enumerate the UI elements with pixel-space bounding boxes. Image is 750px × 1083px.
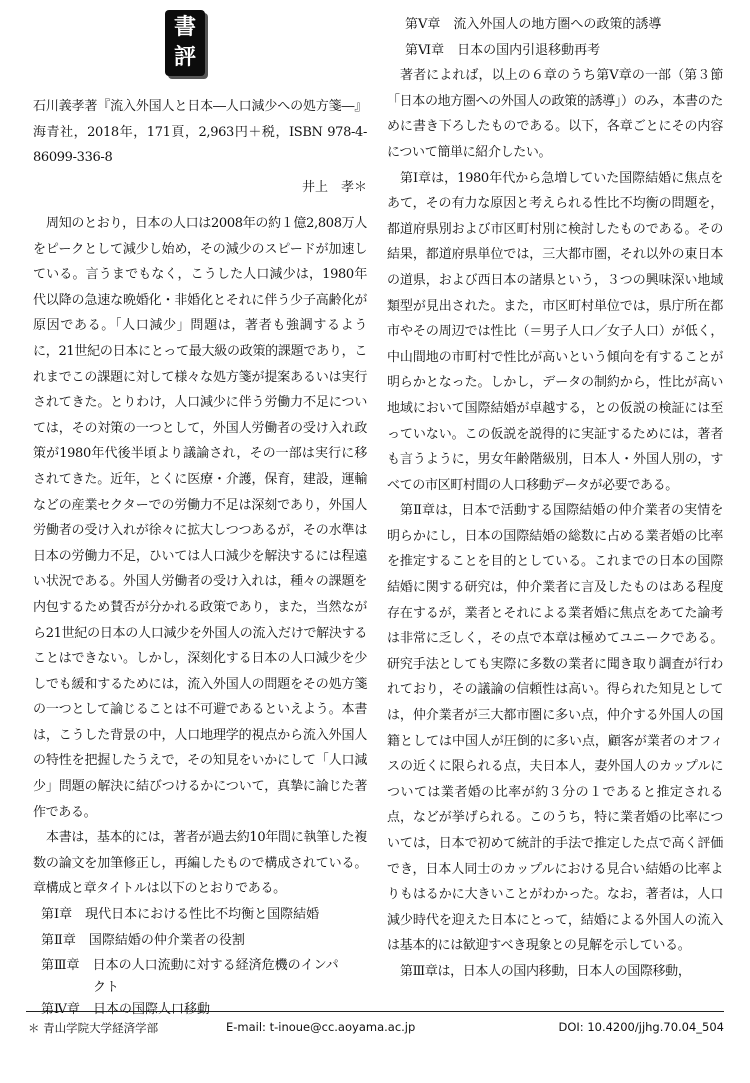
chapter-title-continued: クト [93,979,120,995]
footer-divider [26,1011,724,1012]
chapter-title: 日本の国際人口移動 [93,1001,211,1017]
body-paragraph: 第Ⅱ章は，日本で活動する国際結婚の仲介業者の実情を明らかにし，日本の国際結婚の総数に占める業者婚の比率を推定することを目的としている。これまでの日本の国際結婚に関する研究は，仲介業者に言及したものはある程度存在するが，業者とそれによる業者婚に焦点をあてた論考は非常に乏しく，その点で本章は極めてユニークである。研究手法としても実際に多数の業者に聞き取り調査が行われており，その議論の信頼性は高い。得られた知見としては，仲介業者が三大都市圏に多い点，仲介する外国人の国籍としては中国人が圧倒的に多い点，顧客が業者のオフィスの近くに限られる点，夫日本人，妻外国人のカップルについては業者婚の比率が約３分の１であると推定される点，などが挙げられる。このうち，特に業者婚の比率については，日本で初めて統計的手法で推定した点で高く評価でき，日本人同士のカップルにおける見合い結婚の比率よりもはるかに大きいことがわかった。なお，著者は，人口減少時代を迎えた日本にとって，結婚による外国人の流入は基本的には歓迎すべき現象との見解を示している。 [387,503,723,954]
chapter-title: 国際結婚の仲介業者の役割 [88,932,245,948]
chapter-number: 第Ⅳ章 [41,1001,80,1017]
body-paragraph: 著者によれば，以上の６章のうち第Ⅴ章の一部（第３節「日本の地方圏への外国人の政策的誘導」）のみ，本書のために書き下ろしたものである。以下，各章ごとにその内容について簡単に紹介したい。 [387,68,723,160]
book-review-badge [165,10,205,76]
body-paragraph: 周知のとおり，日本の人口は2008年の約１億2,808万人をピークとして減少し始め，その減少のスピードが加速している。言うまでもなく，こうした人口減少は，1980年代以降の急速な晩婚化・非婚化とそれに伴う少子高齢化が原因である。「人口減少」問題は，著者も強調するように，21世紀の日本にとって最大級の政策的課題であり，これまでこの課題に対して様々な処方箋が提案あるいは実行されてきた。とりわけ，人口減少に伴う労働力不足については，その対策の一つとして，外国人労働者の受け入れ政策が1980年代後半頃より議論され，その一部は実行に移されてきた。近年，とくに医療・介護，保育，建設，運輸などの産業セクターでの労働力不足は深刻であり，外国人労働者の受け入れが徐々に拡大しつつあるが，その水準は日本の労働力不足，ひいては人口減少を解決するには程遠い状況である。外国人労働者の受け入れは，種々の課題を内包するため賛否が分かれる政策であり，また，当然ながら21世紀の日本の人口減少を外国人の流入だけで解決することはできない。しかし，深刻化する日本の人口減少を少しでも緩和するためには，流入外国人の問題をその処方箋の一つとして論じることは不可避であるといえよう。本書は，こうした背景の中，人口地理学的視点から流入外国人の特性を把握したうえで，その知見をいかにして「人口減少」問題の解決に結びつけるかについて，真摯に論じた著作である。 [33,216,367,820]
bibliography: 石川義孝著『流入外国人と日本―人口減少への処方箋―』海青社，2018年，171頁，2,963円＋税，ISBN 978-4-86099-336-8 [33,99,367,166]
badge-char-2: 評 [173,45,196,70]
reviewer-name: 井上 孝＊ [301,180,367,195]
chapter-item [33,953,367,997]
chapter-title: 日本の人口流動に対する経済危機のインパ [92,958,339,974]
right-column [387,12,723,985]
left-column [33,211,367,1022]
chapter-item [387,12,723,38]
chapter-number: 第Ⅴ章 [405,17,441,32]
chapter-item [33,902,367,928]
chapter-title: 流入外国人の地方圏への政策的誘導 [453,17,662,32]
body-paragraph: 第Ⅰ章は，1980年代から急増していた国際結婚に焦点をあて，その有力な原因と考えられる性比不均衡の問題を，都道府県別および市区町村別に検討したものである。その結果，都道府県単位では，三大都市圏，それ以外の東日本の道県，および西日本の諸県という，３つの興味深い地域類型が見出された。また，市区町村単位では，県庁所在都市やその周辺では性比（＝男子人口／女子人口）が低く，中山間地の市町村で性比が高いという傾向を有することが明らかとなった。しかし，データの制約から，性比が高い地域において国際結婚が卓越する，との仮説の検証には至っていない。この仮説を説得的に実証するためには，著者も言うように，男女年齢階級別，日本人・外国人別の，すべての市区町村間の人口移動データが必要である。 [387,170,723,493]
chapter-item [33,928,367,954]
body-paragraph: 第Ⅲ章は，日本人の国内移動，日本人の国際移動， [400,963,691,979]
chapter-item [33,997,367,1023]
chapter-number: 第Ⅰ章 [41,907,73,923]
chapter-number: 第Ⅵ章 [405,42,445,58]
chapter-title: 日本の国内引退移動再考 [457,42,601,58]
chapter-item [387,38,723,64]
chapter-title: 現代日本における性比不均衡と国際結婚 [85,907,320,923]
doi: DOI: 10.4200/jjhg.70.04_504 [558,1020,724,1034]
body-paragraph: 本書は，基本的には，著者が過去約10年間に執筆した複数の論文を加筆修正し，再編したもので構成されている。章構成と章タイトルは以下のとおりである。 [33,830,367,897]
chapter-number: 第Ⅲ章 [41,958,80,974]
author-email: E-mail: t-inoue@cc.aoyama.ac.jp [226,1020,416,1034]
badge-char-1: 書 [173,15,196,40]
chapter-number: 第Ⅱ章 [41,932,76,948]
author-affiliation: ＊ 青山学院大学経済学部 [28,1021,159,1035]
